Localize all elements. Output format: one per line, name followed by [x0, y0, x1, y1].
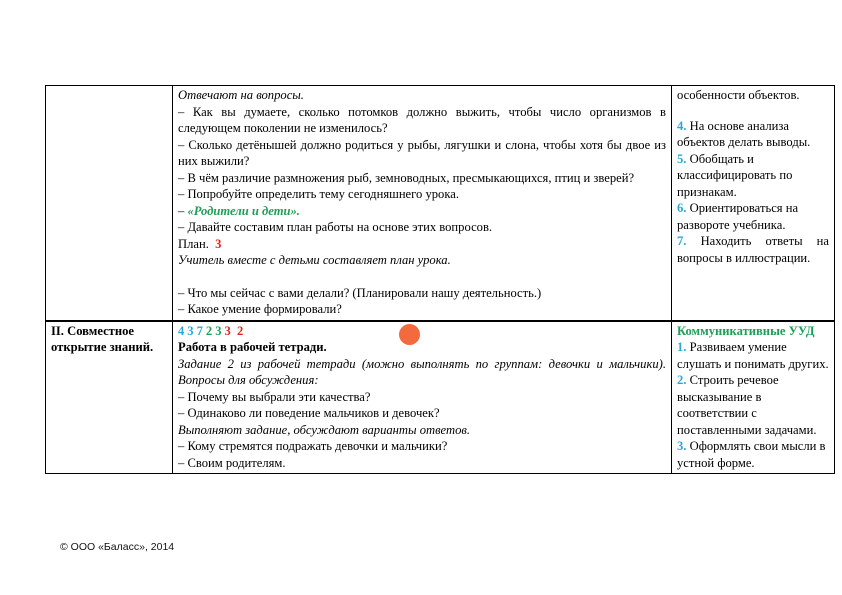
orange-dot-marker	[399, 324, 420, 345]
skill-item	[677, 233, 829, 266]
text-line: Отвечают на вопросы.	[178, 88, 304, 102]
activity-cell	[173, 321, 672, 474]
activity-cell	[173, 86, 672, 321]
text-line: – В чём различие размножения рыб, земноводных, пресмыкающихся, птиц и зверей?	[178, 170, 635, 185]
sequence-numbers	[178, 323, 666, 340]
skill-text: Строить речевое высказывание в соответствии с поставленными задачами.	[677, 373, 817, 437]
plan-label: План.	[178, 236, 209, 251]
skill-item	[677, 200, 829, 233]
skill-text: Находить ответы на вопросы в иллюстрации.	[677, 234, 829, 265]
spacer	[677, 104, 829, 118]
table-row	[46, 86, 835, 321]
skill-item	[677, 372, 829, 438]
lesson-table	[45, 85, 835, 474]
text-line: – Кому стремятся подражать девочки и мальчики?	[178, 439, 448, 453]
stage-title: II. Совместное открытие знаний.	[46, 321, 173, 474]
text-line: – Как вы думаете, сколько потомков должно выжить, чтобы число организмов в следующем поколении не изменилось?	[178, 104, 666, 135]
skills-heading: Коммуникативные УУД	[677, 323, 815, 338]
skills-cell	[672, 321, 835, 474]
spacer	[178, 269, 666, 285]
seq-digit: 2	[205, 323, 213, 338]
text-line: – Что мы сейчас с вами делали? (Планировали нашу деятельность.)	[178, 285, 542, 300]
table-row	[46, 321, 835, 474]
copyright-footer: © ООО «Баласс», 2014	[60, 541, 175, 553]
skill-number: 6.	[677, 201, 687, 215]
skill-number: 2.	[677, 373, 687, 387]
skills-cell	[672, 86, 835, 321]
skill-text: особенности объектов.	[677, 88, 800, 102]
plan-line	[178, 236, 666, 253]
skill-number: 1.	[677, 340, 687, 354]
plan-number: 3	[215, 236, 222, 251]
text-line: – Одинаково ли поведение мальчиков и девочек?	[178, 406, 440, 420]
skill-text: Ориентироваться на развороте учебника.	[677, 201, 799, 232]
text-line: – Почему вы выбрали эти качества?	[178, 389, 371, 404]
text-line: Учитель вместе с детьми составляет план урока.	[178, 253, 451, 267]
skill-number: 4.	[677, 118, 687, 133]
skill-text: Развиваем умение слушать и понимать других.	[677, 340, 829, 371]
skill-item	[677, 151, 829, 201]
text-line: – Давайте составим план работы на основе этих вопросов.	[178, 220, 493, 234]
skill-item	[677, 438, 829, 471]
skill-item	[677, 339, 829, 372]
seq-digit: 4	[178, 323, 185, 338]
text-line: Задание 2 из рабочей тетради (можно выполнять по группам: девочки и мальчики). Вопросы для обсуждения:	[178, 356, 666, 387]
text-line: – Попробуйте определить тему сегодняшнего урока.	[178, 187, 459, 201]
dash: –	[178, 203, 188, 218]
skill-text: На основе анализа объектов делать выводы.	[677, 118, 811, 149]
text-line: – Какое умение формировали?	[178, 302, 342, 316]
seq-digit: 3	[187, 323, 194, 338]
seq-digit: 7	[196, 323, 203, 338]
text-line: – Своим родителям.	[178, 455, 286, 470]
skill-number: 3.	[677, 439, 687, 453]
seq-digit: 3	[224, 323, 231, 338]
stage-cell-empty	[46, 86, 173, 321]
skill-text: Обобщать и классифицировать по признакам.	[677, 151, 793, 199]
skill-item	[677, 118, 829, 151]
text-line: Выполняют задание, обсуждают варианты ответов.	[178, 422, 470, 437]
section-title: Работа в рабочей тетради.	[178, 340, 327, 354]
topic-line	[178, 203, 666, 220]
skill-text: Оформлять свои мысли в устной форме.	[677, 439, 826, 470]
seq-digit: 3	[215, 323, 222, 338]
seq-digit: 2	[236, 323, 244, 338]
skill-number: 7.	[677, 234, 687, 248]
text-line: – Сколько детёнышей должно родиться у рыбы, лягушки и слона, чтобы хотя бы двое из них выжили?	[178, 137, 666, 168]
skill-number: 5.	[677, 151, 687, 166]
lesson-topic: «Родители и дети».	[187, 203, 300, 218]
